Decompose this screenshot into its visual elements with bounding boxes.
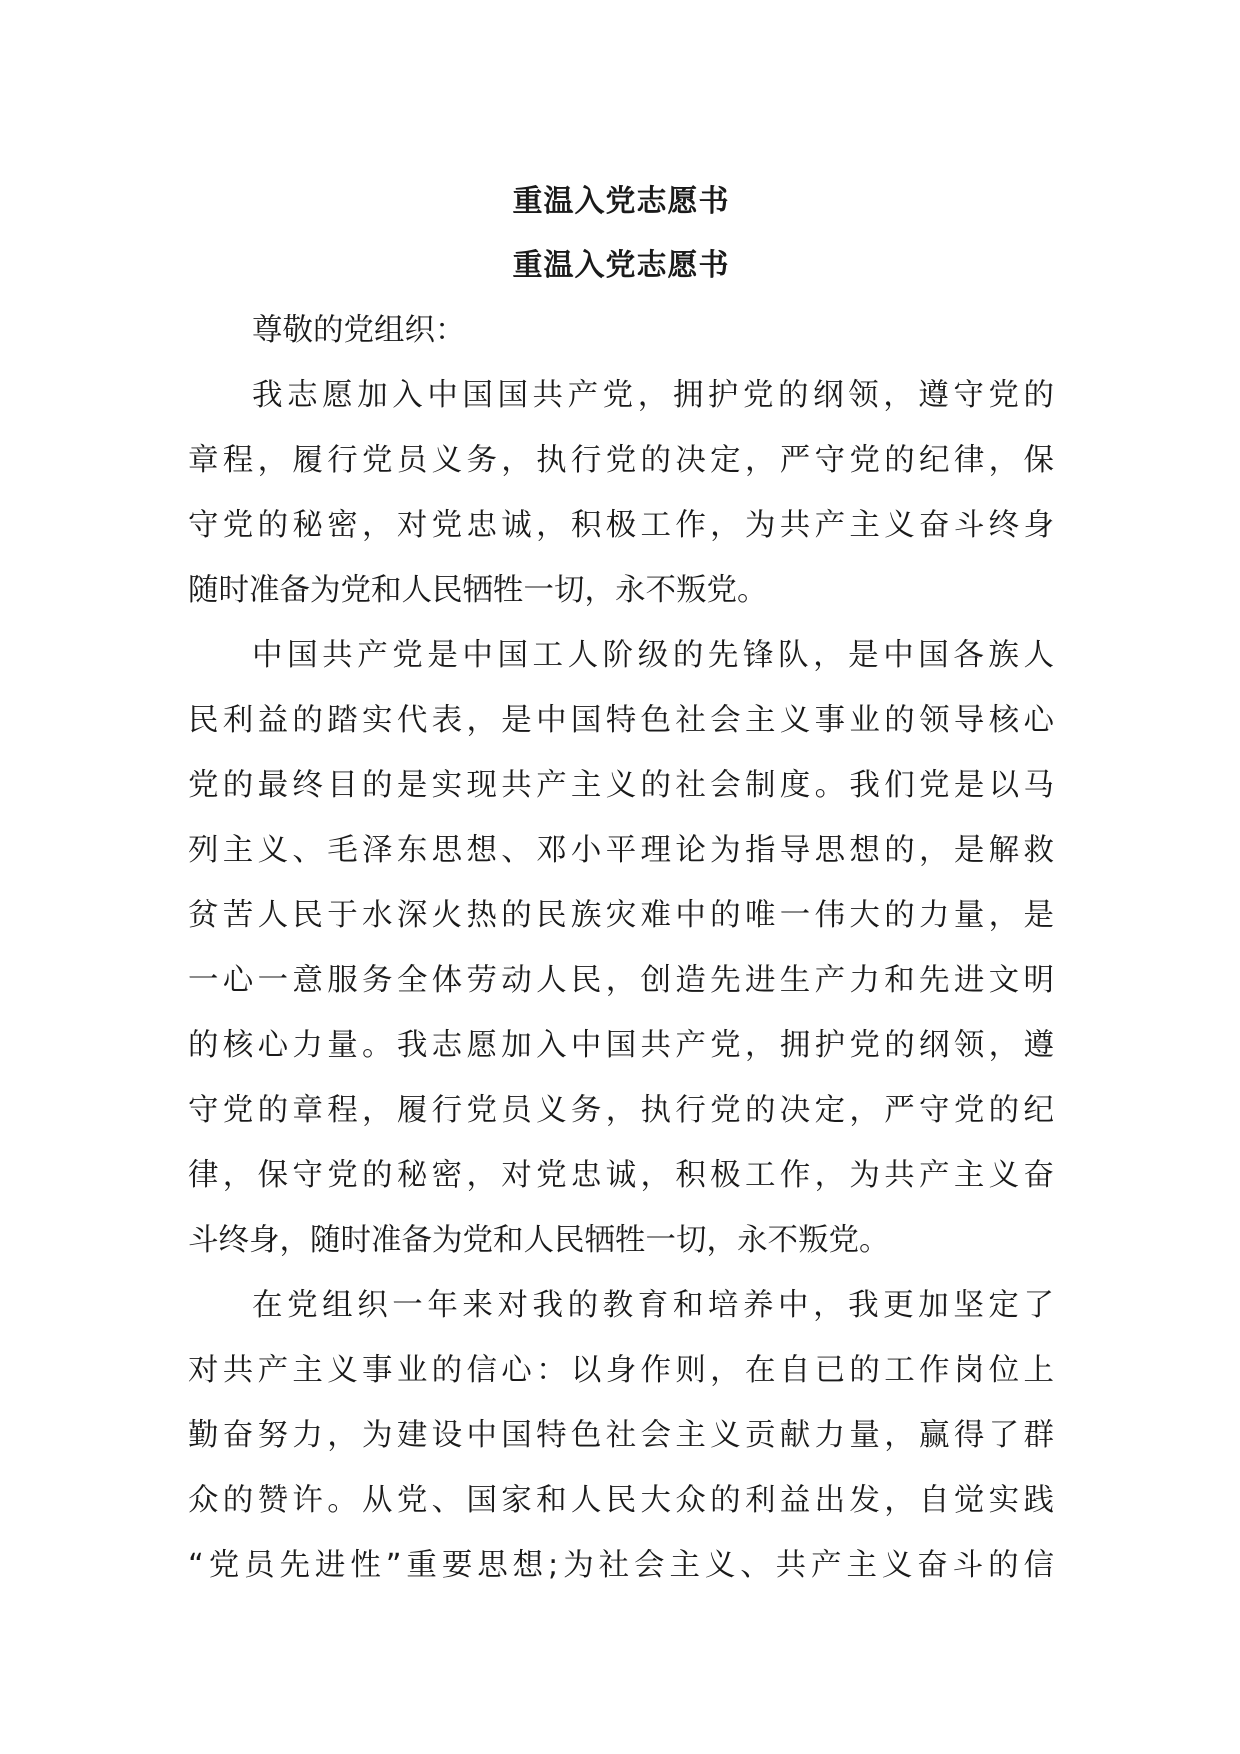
paragraph-line: 民利益的踏实代表，是中国特色社会主义事业的领导核心 <box>188 703 1054 738</box>
paragraph-line: 对共产主义事业的信心：以身作则，在自已的工作岗位上 <box>188 1353 1054 1388</box>
salutation: 尊敬的党组织： <box>252 313 466 348</box>
paragraph-line: 守党的章程，履行党员义务，执行党的决定，严守党的纪 <box>188 1093 1054 1128</box>
paragraph-1 <box>188 363 1054 623</box>
paragraph-2 <box>188 623 1054 1273</box>
paragraph-line: 斗终身，随时准备为党和人民牺牲一切，永不叛党。 <box>188 1223 890 1258</box>
document-title: 重温入党志愿书 <box>512 184 730 219</box>
paragraph-line: 贫苦人民于水深火热的民族灾难中的唯一伟大的力量，是 <box>188 898 1054 933</box>
paragraph-line: 列主义、毛泽东思想、邓小平理论为指导思想的，是解救 <box>188 833 1054 868</box>
paragraph-line: 党的最终目的是实现共产主义的社会制度。我们党是以马 <box>188 768 1054 803</box>
paragraph-line: 随时准备为党和人民牺牲一切，永不叛党。 <box>188 573 768 608</box>
paragraph-line: 章程，履行党员义务，执行党的决定，严守党的纪律，保 <box>188 443 1054 478</box>
paragraph-line: 勤奋努力，为建设中国特色社会主义贡献力量，赢得了群 <box>188 1418 1054 1453</box>
paragraph-line: 中国共产党是中国工人阶级的先锋队，是中国各族人 <box>252 638 1054 673</box>
paragraph-3 <box>188 1273 1054 1598</box>
paragraph-line: 一心一意服务全体劳动人民，创造先进生产力和先进文明 <box>188 963 1054 998</box>
document-title-repeat: 重温入党志愿书 <box>512 248 730 283</box>
paragraph-line: 律，保守党的秘密，对党忠诚，积极工作，为共产主义奋 <box>188 1158 1054 1193</box>
paragraph-line: “党员先进性”重要思想;为社会主义、共产主义奋斗的信 <box>188 1548 1054 1583</box>
paragraph-line: 在党组织一年来对我的教育和培养中，我更加坚定了 <box>252 1288 1054 1323</box>
document-page <box>188 170 1054 1598</box>
paragraph-line: 守党的秘密，对党忠诚，积极工作，为共产主义奋斗终身 <box>188 508 1054 543</box>
paragraph-line: 我志愿加入中国国共产党，拥护党的纲领，遵守党的 <box>252 378 1054 413</box>
paragraph-line: 众的赞许。从党、国家和人民大众的利益出发，自觉实践 <box>188 1483 1054 1518</box>
paragraph-line: 的核心力量。我志愿加入中国共产党，拥护党的纲领，遵 <box>188 1028 1054 1063</box>
